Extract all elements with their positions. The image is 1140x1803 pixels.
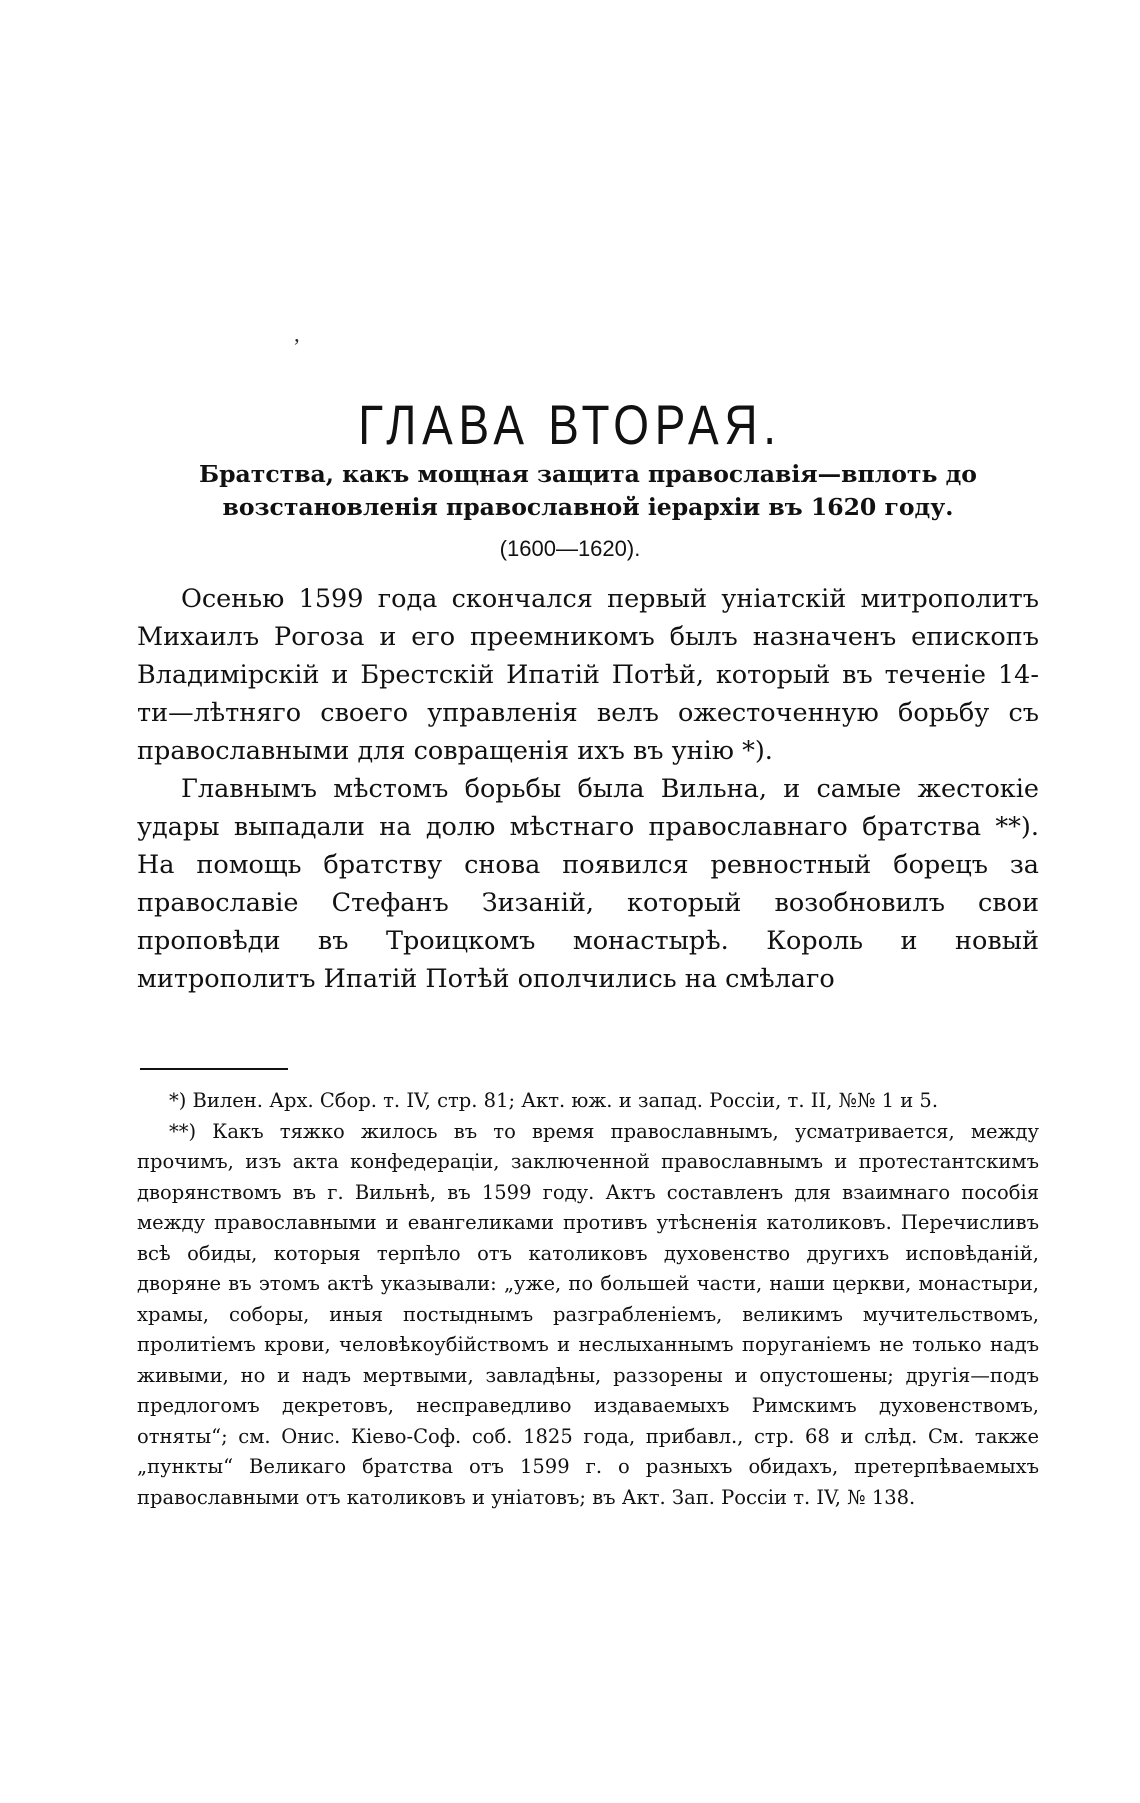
paragraph: Главнымъ мѣстомъ борьбы была Вильна, и самые жестокіе удары выпадали на долю мѣстнаго православнаго братства **). На помощь братству снова появился ревностный борецъ за православіе Стефанъ Зизаній, который возобновилъ свои проповѣди въ Троицкомъ монастырѣ. Король и новый митрополитъ Ипатій Потѣй ополчились на смѣлаго (137, 774, 1039, 994)
paragraph: Осенью 1599 года скончался первый уніатскій митрополитъ Михаилъ Рогоза и его преемникомъ былъ назначенъ епископъ Владимірскій и Брестскій Ипатій Потѣй, который въ теченіе 14-ти—лѣтняго своего управленія велъ ожесточенную борьбу съ православными для совращенія ихъ въ унію *). (137, 584, 1039, 766)
chapter-title: ГЛАВА ВТОРАЯ. (358, 393, 782, 456)
chapter-years: (1600—1620). (499, 536, 641, 561)
footnote: **) Какъ тяжко жилось въ то время православнымъ, усматривается, между прочимъ, изъ акта конфедераціи, заключенной православнымъ и протестантскимъ дворянствомъ въ г. Вильнѣ, въ 1599 году. Актъ составленъ для взаимнаго пособія между православными и евангеликами противъ утѣсненія католиковъ. Перечисливъ всѣ обиды, которыя терпѣло отъ католиковъ духовенство другихъ исповѣданій, дворяне въ этомъ актѣ указывали: „уже, по большей части, наши церкви, монастыри, храмы, соборы, иныя постыднымъ разграбленіемъ, великимъ мучительствомъ, пролитіемъ крови, человѣкоубійствомъ и неслыханнымъ поруганіемъ не только надъ живыми, но и надъ мертвыми, завладѣны, раззорены и опустошены; другія—подъ предлогомъ декретовъ, несправедливо издаваемыхъ Римскимъ духовенствомъ, отняты“; см. Онис. Кіево-Соф. соб. 1825 года, прибавл., стр. 68 и слѣд. См. также „пункты“ Великаго братства отъ 1599 г. о разныхъ обидахъ, претерпѣваемыхъ православными отъ католиковъ и уніатовъ; въ Акт. Зап. Россіи т. IV, № 138. (137, 1119, 1039, 1509)
chapter-subtitle: Братства, какъ мощная защита православія—вплоть до возстановленія православной іерархіи въ 1620 году. (199, 460, 977, 521)
footnote-divider (140, 1068, 288, 1070)
footnotes (137, 1086, 1039, 1513)
footnote: *) Вилен. Арх. Сбор. т. IV, стр. 81; Акт. юж. и запад. Россіи, т. II, №№ 1 и 5. (169, 1089, 939, 1112)
body-text (137, 580, 1039, 998)
print-mark: ʼ (293, 334, 301, 359)
